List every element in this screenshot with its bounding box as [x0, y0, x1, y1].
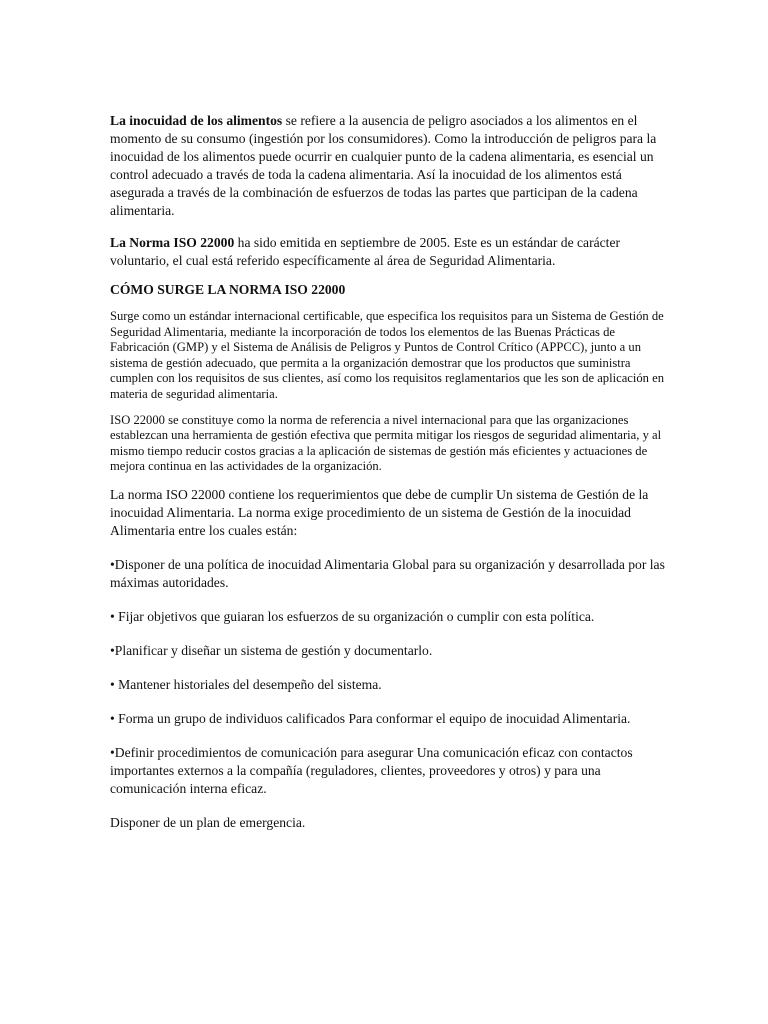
closing-line: Disponer de un plan de emergencia. — [110, 814, 306, 830]
paragraph-iso-standard — [110, 234, 670, 270]
list-item: • Mantener historiales del desempeño del sistema. — [110, 676, 382, 692]
paragraph-text: se refiere a la ausencia de peligro asociados a los alimentos en el momento de su consumo (ingestión por los consumidores). Como la introducción de peligros para la inocuidad de los alimentos puede ocurrir en cualquier punto de la cadena alimentaria, es esencial un control adecuado a través de toda la cadena alimentaria. Así la inocuidad de los alimentos está asegurada a través de la combinación de esfuerzos de todas las partes que participan de la cadena alimentaria. — [110, 113, 657, 218]
list-item: •Planificar y diseñar un sistema de gestión y documentarlo. — [110, 642, 433, 658]
paragraph-reference: ISO 22000 se constituye como la norma de referencia a nivel internacional para que las organizaciones establezcan una herramienta de gestión efectiva que permita mitigar los riesgos de seguridad alimentaria, y al mismo tiempo reducir costos gracias a la aplicación de sistemas de gestión más eficientes y actuaciones de mejora continua en las actividades de la organización. — [110, 412, 662, 474]
list-item: •Disponer de una política de inocuidad Alimentaria Global para su organización y desarrollada por las máximas autoridades. — [110, 556, 665, 590]
term-iso-standard: La Norma ISO 22000 — [110, 235, 235, 250]
paragraph-food-safety-definition — [110, 112, 670, 220]
term-food-safety: La inocuidad de los alimentos — [110, 113, 283, 128]
document-body — [110, 112, 670, 832]
section-heading: CÓMO SURGE LA NORMA ISO 22000 — [110, 282, 346, 297]
list-item: • Forma un grupo de individuos calificados Para conformar el equipo de inocuidad Alimentaria. — [110, 710, 631, 726]
paragraph-text: ha sido emitida en septiembre de 2005. Este es un estándar de carácter voluntario, el cual está referido específicamente al área de Seguridad Alimentaria. — [110, 235, 621, 268]
list-item: • Fijar objetivos que guiaran los esfuerzos de su organización o cumplir con esta política. — [110, 608, 595, 624]
paragraph-requirements: La norma ISO 22000 contiene los requerimientos que debe de cumplir Un sistema de Gestión de la inocuidad Alimentaria. La norma exige procedimiento de un sistema de Gestión de la inocuidad Alimentaria entre los cuales están: — [110, 486, 649, 538]
list-item: •Definir procedimientos de comunicación para asegurar Una comunicación eficaz con contactos importantes externos a la compañía (reguladores, clientes, proveedores y otros) y para una comunicación interna eficaz. — [110, 744, 633, 796]
paragraph-origin: Surge como un estándar internacional certificable, que especifica los requisitos para un Sistema de Gestión de Seguridad Alimentaria, mediante la incorporación de todos los elementos de las Buenas Prácticas de Fabricación (GMP) y el Sistema de Análisis de Peligros y Puntos de Control Crítico (APPCC), junto a un sistema de gestión adecuado, que permita a la organización demostrar que los productos que suministra cumplen con los requisitos de sus clientes, así como los requisitos reglamentarios que les son de aplicación en materia de seguridad alimentaria. — [110, 309, 664, 401]
